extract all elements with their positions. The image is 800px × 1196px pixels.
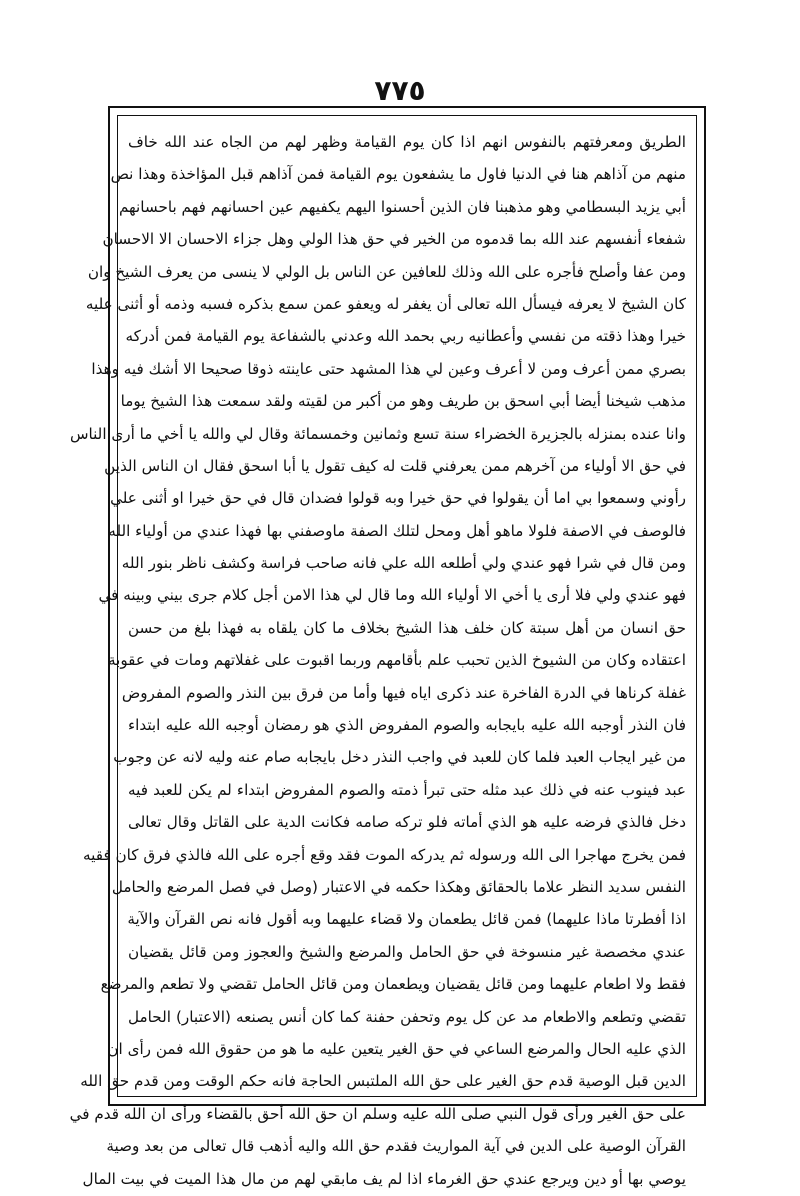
text-line: اعتقاده وكان من الشيوخ الذين تحبب علم بأقامهم وربما اقبوت على غفلاتهم ومات في عقوبة — [107, 651, 686, 670]
text-line: في حق الا أولياء من آخرهم ممن يعرفني قلت له كيف تقول يا أبا اسحق فقال ان الناس الذين — [104, 456, 686, 475]
text-line: يوصي بها أو دين ويرجع عندي حق الغرماء اذا لم يف مابقي لهم من مال هذا الميت في بيت المال — [82, 1169, 686, 1188]
text-line: اذا أفطرتا ماذا عليهما) فمن قائل يطعمان ولا قضاء عليهما وبه أقول فانه نص القرآن والآية — [127, 910, 686, 929]
text-line: مذهب شيخنا أيضا أبي اسحق بن طريف وهو من أكبر من لقيته ولقد سمعت هذا الشيخ يوما — [120, 392, 686, 411]
text-line: ومن عفا وأصلح فأجره على الله وذلك للعافين عن الناس بل الولي لا ينسى من يعرف الشيخ وان — [87, 262, 686, 281]
text-line: عندي مخصصة غير منسوخة في حق الحامل والمرضع والشيخ والعجوز ومن قائل يقضيان — [128, 942, 686, 961]
text-line: الطريق ومعرفتهم بالنفوس انهم اذا كان يوم القيامة وظهر لهم من الجاه عند الله خاف — [128, 133, 686, 151]
text-line: عبد فينوب عنه في ذلك عبد مثله حتى تبرأ ذمته والصوم المفروض ابتداء لم يكن للعبد فيه — [128, 780, 686, 799]
text-line: شفعاء أنفسهم عند الله بما قدموه من الخير في حق هذا الولي وهل جزاء الاحسان الا الاحسان — [102, 230, 686, 249]
text-line: حق انسان من أهل سبتة كان خلف هذا الشيخ بخلاف ما كان يلقاه به فهذا بلغ من حسن — [128, 618, 686, 637]
text-line: دخل فالذي فرضه عليه هو الذي أماته فلو تركه صامه فكانت الدية على القاتل وقال تعالى — [128, 813, 686, 832]
text-line: أبي يزيد البسطامي وهو مذهبنا فان الذين أحسنوا اليهم يكفيهم عين احسانهم فهم باحسانهم — [118, 197, 686, 216]
text-line: ومن قال في شرا فهو عندي ولي أطلعه الله علي فانه صاحب فراسة وكشف ناظر بنور الله — [121, 554, 686, 573]
text-line: القرآن الوصية على الدين في آية المواريث فقدم حق الله واليه أذهب قال تعالى من بعد وصية — [106, 1137, 686, 1156]
text-line: تقضي وتطعم والاطعام مد عن كل يوم وتحفن حفنة كما كان أنس يصنعه (الاعتبار) الحامل — [128, 1007, 686, 1026]
text-line: على حق الغير ورأى قول النبي صلى الله عليه وسلم ان حق الله أحق بالقضاء ورأى ان الله قدم في — [69, 1104, 686, 1123]
text-line: غفلة كرناها في الدرة الفاخرة عند ذكرى اياه فيها وأما من فرق بين النذر والصوم المفروض — [121, 683, 686, 702]
text-line: فمن يخرج مهاجرا الى الله ورسوله ثم يدركه الموت فقد وقع أجره على الله فالذي فرق كان فقيه — [83, 845, 686, 864]
text-line: من غير ايجاب العبد فلما كان للعبد في واجب النذر دخل بايجابه صام عنه وليه لانه عن وجوب — [113, 748, 686, 767]
text-line: رأوني وسمعوا بي اما أن يقولوا في حق خيرا وبه قولوا فضدان قال في حق خيرا او أثنى علي — [110, 489, 686, 508]
text-line: منهم من آذاهم هنا في الدنيا فاول ما يشفعون يوم القيامة فمن آذاهم قبل المؤاخذة وهذا نص — [110, 165, 686, 184]
page-number: ٧٧٥ — [374, 74, 426, 107]
text-line: فان النذر أوجبه الله عليه بايجابه والصوم المفروض الذي هو رمضان أوجبه الله عليه ابتداء — [128, 716, 686, 735]
text-line: خيرا وهذا ذقته من نفسي وأعطانيه ربي بحمد الله وعدني بالشفاعة يوم القيامة فمن أدركه — [125, 327, 686, 346]
text-line: فالوصف في الاصفة فلولا ماهو أهل ومحل لتلك الصفة ماوصفني بها فهذا عندي من أولياء الله — [108, 521, 686, 540]
body-text — [69, 126, 686, 1188]
text-line: الذي عليه الحال والمرضع الساعي في حق الغير يتعين عليه ما هو من حقوق الله فمن رأى ان — [107, 1039, 686, 1058]
page-frame-inner — [69, 115, 697, 1188]
text-line: كان الشيخ لا يعرفه فيسأل الله تعالى أن يغفر له ويعفو عمن سمع بذكره فسبه وذمه أو أثنى عليه — [85, 294, 686, 313]
text-line: الدين قبل الوصية قدم حق الغير على حق الله الملتبس الحاجة فانه حكم الوقت ومن قدم حق الله — [80, 1072, 686, 1091]
text-line: فهو عندي ولي فلا أرى يا أخي الا أولياء الله وما قال لي هذا الامن أجل كلام جرى بيني وبينه في — [98, 586, 686, 605]
text-line: فقط ولا اطعام عليهما ومن قائل يقضيان ويطعمان ومن قائل الحامل تقضي ولا تطعم والمرضع — [100, 975, 686, 994]
page-frame-outer — [69, 106, 706, 1188]
text-line: وانا عنده بمنزله بالجزيرة الخضراء سنة تسع وثمانين وخمسمائة وقال لي والله يا أخي ما أرى الناس — [69, 424, 686, 443]
text-line: بصري ممن أعرف ومن لا أعرف وعين لي هذا المشهد حتى عاينته ذوقا صحيحا الا أشك فيه وهذا — [91, 359, 686, 378]
text-line: النفس سديد النظر علاما بالحقائق وهكذا حكمه في الاعتبار (وصل في فصل المرضع والحامل — [111, 877, 686, 896]
